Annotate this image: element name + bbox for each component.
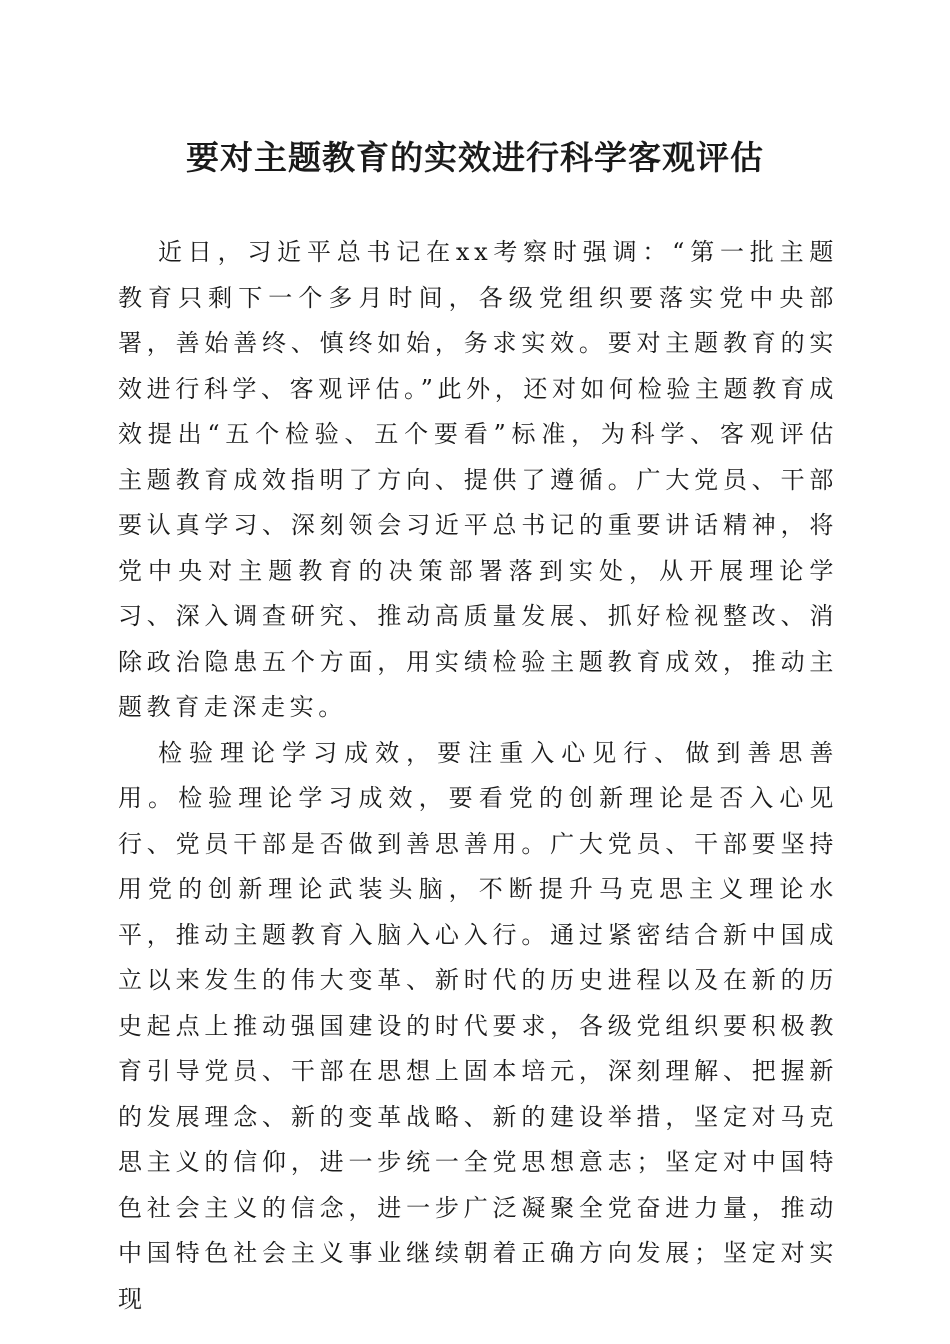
document-body <box>118 230 838 1322</box>
document-title: 要对主题教育的实效进行科学客观评估 <box>186 138 764 177</box>
paragraph-intro: 近日，习近平总书记在xx考察时强调：“第一批主题教育只剩下一个多月时间，各级党组织要落实党中央部署，善始善终、慎终如始，务求实效。要对主题教育的实效进行科学、客观评估。”此外，还对如何检验主题教育成效提出“五个检验、五个要看”标准，为科学、客观评估主题教育成效指明了方向、提供了遵循。广大党员、干部要认真学习、深刻领会习近平总书记的重要讲话精神，将党中央对主题教育的决策部署落到实处，从开展理论学习、深入调查研究、推动高质量发展、抓好检视整改、消除政治隐患五个方面，用实绩检验主题教育成效，推动主题教育走深走实。 <box>118 238 838 721</box>
paragraph-theory-study: 检验理论学习成效，要注重入心见行、做到善思善用。检验理论学习成效，要看党的创新理论是否入心见行、党员干部是否做到善思善用。广大党员、干部要坚持用党的创新理论武装头脑，不断提升马克思主义理论水平，推动主题教育入脑入心入行。通过紧密结合新中国成立以来发生的伟大变革、新时代的历史进程以及在新的历史起点上推动强国建设的时代要求，各级党组织要积极教育引导党员、干部在思想上固本培元，深刻理解、把握新的发展理念、新的变革战略、新的建设举措，坚定对马克思主义的信仰，进一步统一全党思想意志；坚定对中国特色社会主义的信念，进一步广泛凝聚全党奋进力量，推动中国特色社会主义事业继续朝着正确方向发展；坚定对实现 <box>118 738 838 1313</box>
